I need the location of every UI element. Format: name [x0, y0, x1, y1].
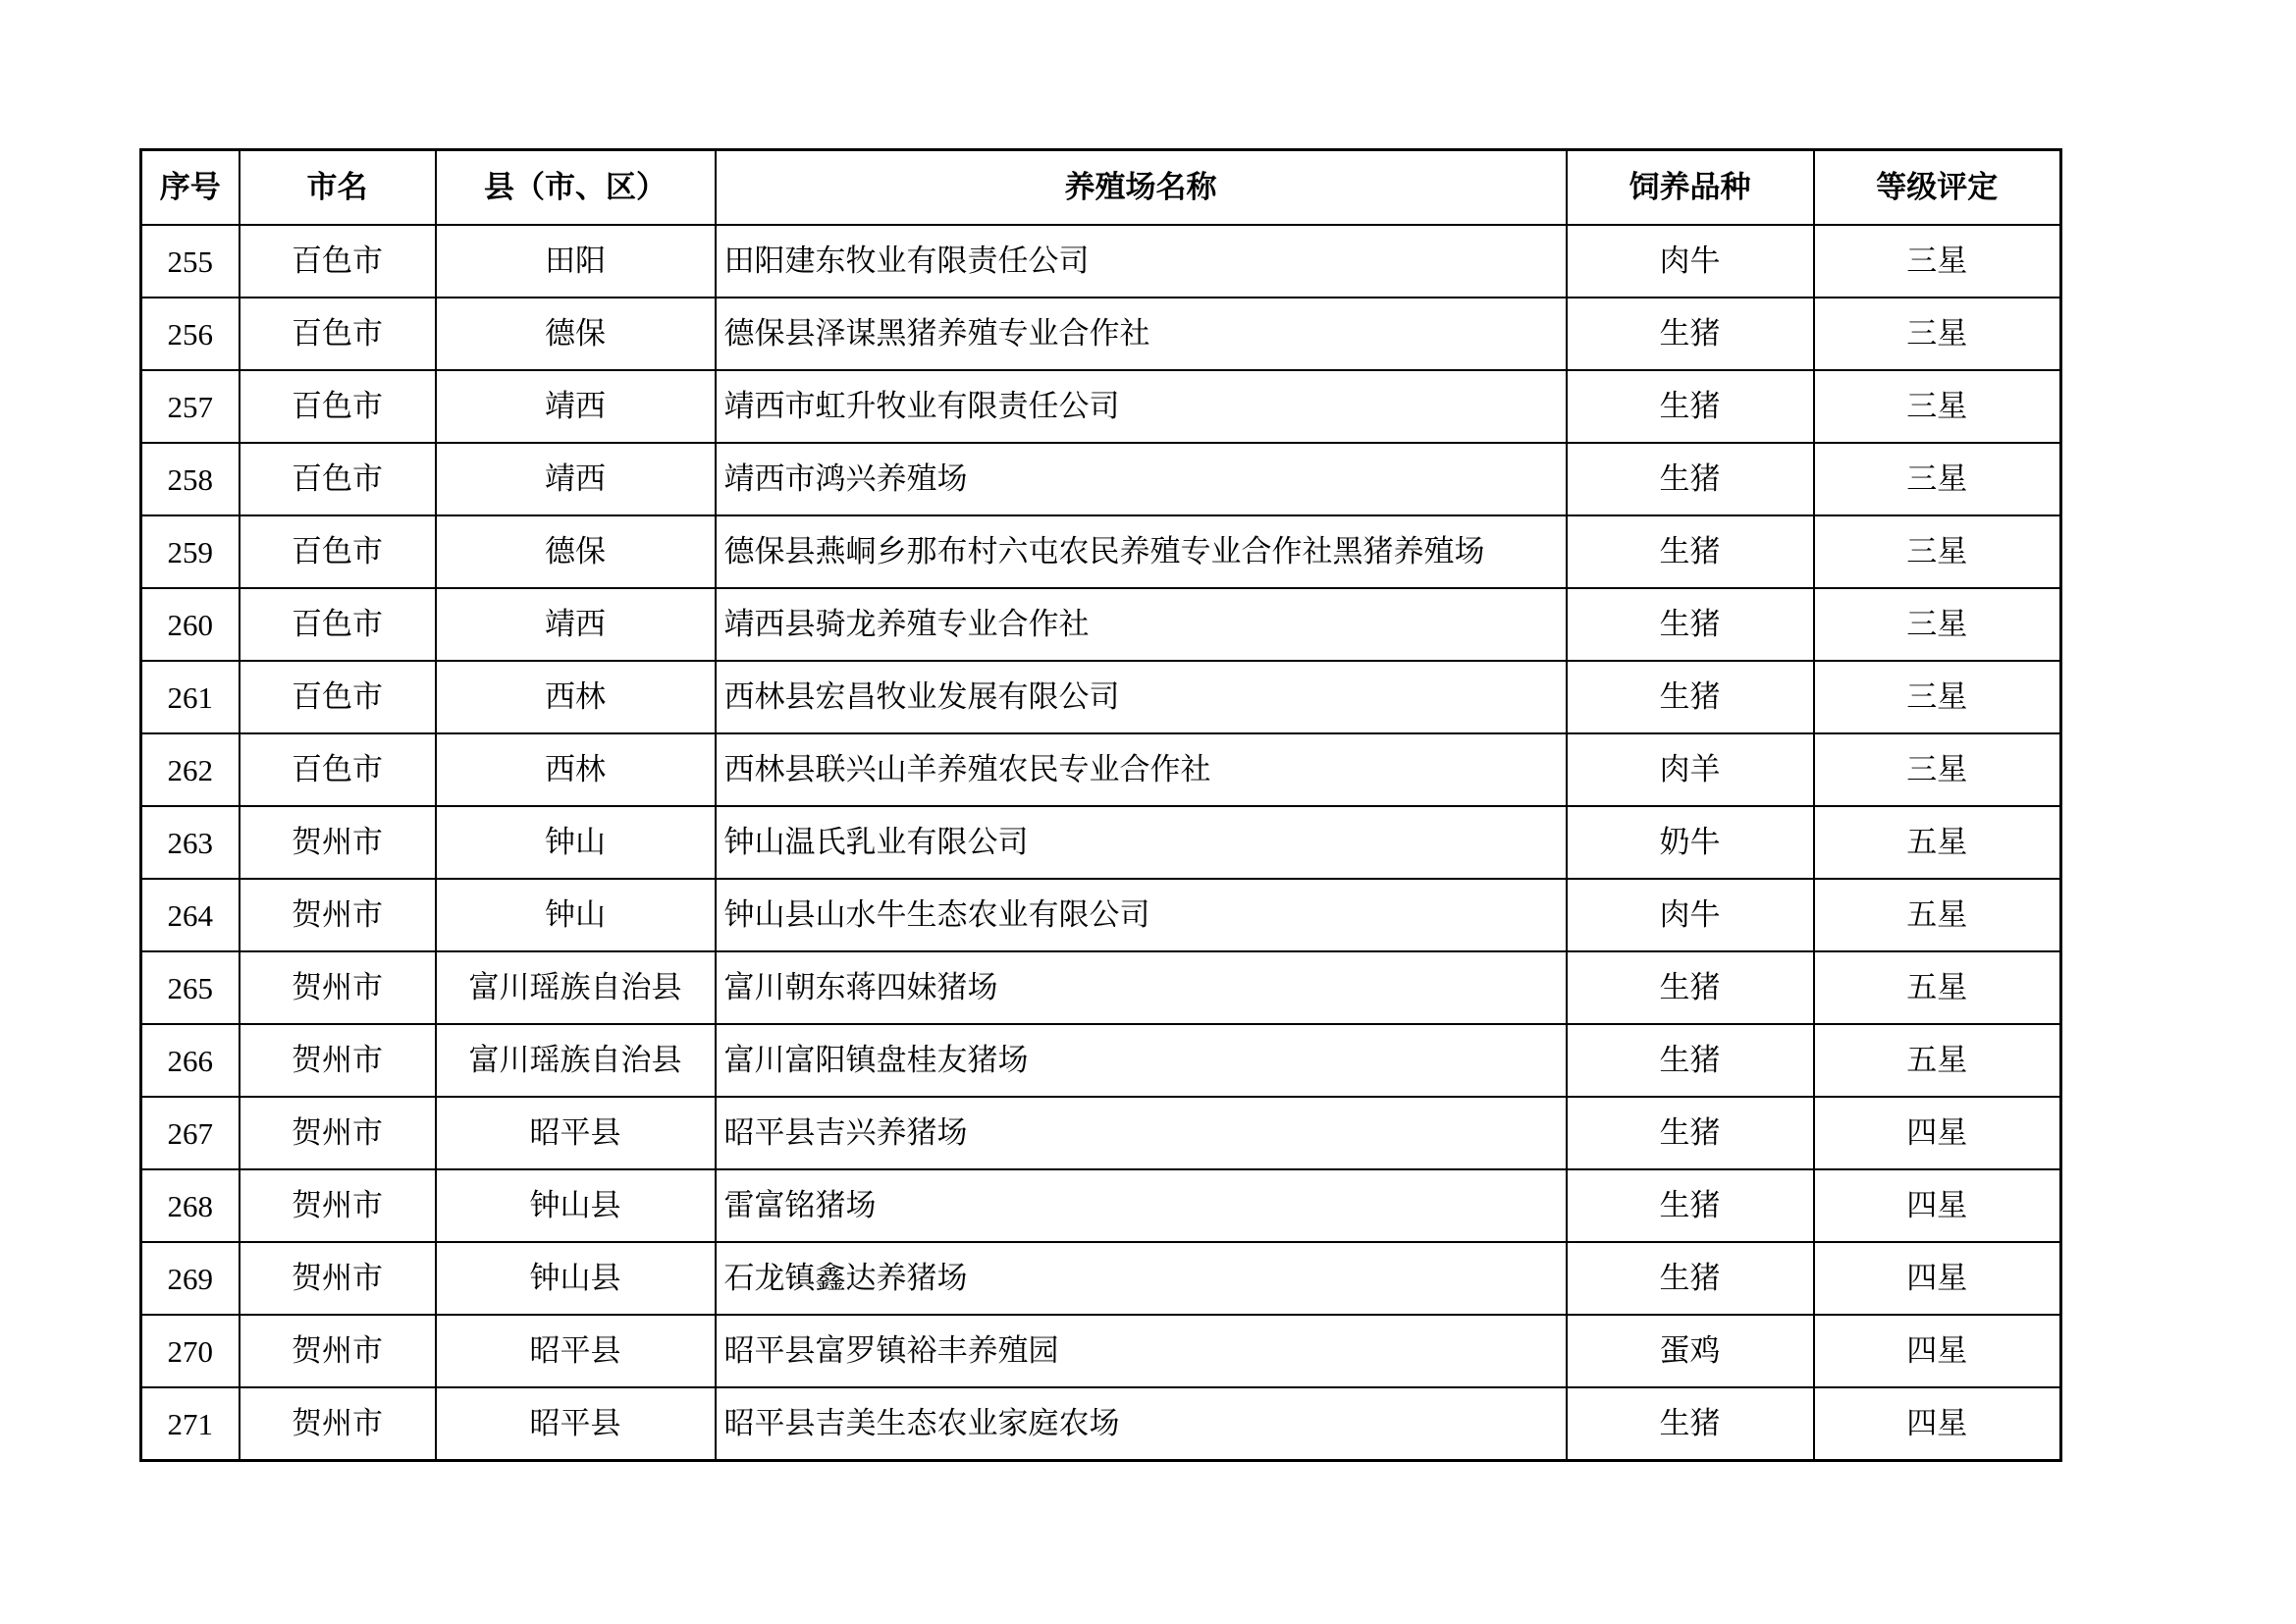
cell-farm-name: 靖西市鸿兴养殖场: [716, 443, 1567, 515]
cell-city: 贺州市: [240, 951, 436, 1024]
cell-species: 奶牛: [1567, 806, 1814, 879]
cell-county: 钟山县: [436, 1169, 716, 1242]
cell-grade: 三星: [1814, 588, 2061, 661]
cell-serial-number: 263: [141, 806, 240, 879]
cell-county: 西林: [436, 733, 716, 806]
cell-serial-number: 260: [141, 588, 240, 661]
cell-serial-number: 256: [141, 298, 240, 370]
cell-city: 百色市: [240, 661, 436, 733]
cell-city: 贺州市: [240, 806, 436, 879]
cell-grade: 三星: [1814, 298, 2061, 370]
table-row: [141, 443, 2061, 515]
cell-city: 贺州市: [240, 1024, 436, 1097]
cell-species: 生猪: [1567, 515, 1814, 588]
cell-serial-number: 269: [141, 1242, 240, 1315]
cell-grade: 五星: [1814, 806, 2061, 879]
cell-county: 钟山县: [436, 1242, 716, 1315]
cell-grade: 三星: [1814, 443, 2061, 515]
cell-county: 靖西: [436, 443, 716, 515]
cell-farm-name: 靖西县骑龙养殖专业合作社: [716, 588, 1567, 661]
cell-grade: 三星: [1814, 225, 2061, 298]
cell-county: 德保: [436, 515, 716, 588]
cell-farm-name: 钟山温氏乳业有限公司: [716, 806, 1567, 879]
table-row: [141, 225, 2061, 298]
cell-serial-number: 270: [141, 1315, 240, 1387]
cell-serial-number: 259: [141, 515, 240, 588]
cell-city: 百色市: [240, 298, 436, 370]
cell-county: 靖西: [436, 588, 716, 661]
cell-county: 富川瑶族自治县: [436, 1024, 716, 1097]
cell-city: 百色市: [240, 443, 436, 515]
cell-species: 肉羊: [1567, 733, 1814, 806]
cell-city: 贺州市: [240, 879, 436, 951]
document-page: [139, 148, 2062, 1462]
cell-grade: 四星: [1814, 1169, 2061, 1242]
cell-species: 生猪: [1567, 588, 1814, 661]
cell-county: 昭平县: [436, 1387, 716, 1461]
cell-serial-number: 266: [141, 1024, 240, 1097]
table-body: [141, 225, 2061, 1461]
cell-county: 昭平县: [436, 1315, 716, 1387]
cell-serial-number: 262: [141, 733, 240, 806]
cell-county: 钟山: [436, 806, 716, 879]
cell-species: 生猪: [1567, 951, 1814, 1024]
cell-city: 百色市: [240, 370, 436, 443]
table-row: [141, 733, 2061, 806]
table-row: [141, 1169, 2061, 1242]
cell-farm-name: 富川朝东蒋四妹猪场: [716, 951, 1567, 1024]
cell-city: 贺州市: [240, 1315, 436, 1387]
cell-species: 生猪: [1567, 1024, 1814, 1097]
table-row: [141, 1242, 2061, 1315]
cell-grade: 五星: [1814, 1024, 2061, 1097]
table-row: [141, 661, 2061, 733]
table-row: [141, 298, 2061, 370]
table-row: [141, 951, 2061, 1024]
cell-farm-name: 德保县燕峒乡那布村六屯农民养殖专业合作社黑猪养殖场: [716, 515, 1567, 588]
cell-grade: 四星: [1814, 1242, 2061, 1315]
cell-county: 田阳: [436, 225, 716, 298]
cell-grade: 三星: [1814, 370, 2061, 443]
header-farm-name: 养殖场名称: [716, 150, 1567, 226]
table-row: [141, 806, 2061, 879]
cell-grade: 三星: [1814, 515, 2061, 588]
cell-city: 百色市: [240, 515, 436, 588]
table-row: [141, 1024, 2061, 1097]
cell-city: 百色市: [240, 733, 436, 806]
header-county: 县（市、区）: [436, 150, 716, 226]
cell-species: 肉牛: [1567, 225, 1814, 298]
cell-serial-number: 264: [141, 879, 240, 951]
cell-species: 生猪: [1567, 1097, 1814, 1169]
cell-species: 生猪: [1567, 661, 1814, 733]
farm-rating-table: [139, 148, 2062, 1462]
cell-grade: 四星: [1814, 1315, 2061, 1387]
cell-farm-name: 田阳建东牧业有限责任公司: [716, 225, 1567, 298]
cell-farm-name: 雷富铭猪场: [716, 1169, 1567, 1242]
cell-farm-name: 昭平县吉美生态农业家庭农场: [716, 1387, 1567, 1461]
cell-city: 贺州市: [240, 1242, 436, 1315]
cell-farm-name: 西林县宏昌牧业发展有限公司: [716, 661, 1567, 733]
cell-city: 百色市: [240, 225, 436, 298]
cell-serial-number: 258: [141, 443, 240, 515]
cell-farm-name: 钟山县山水牛生态农业有限公司: [716, 879, 1567, 951]
cell-species: 生猪: [1567, 370, 1814, 443]
cell-species: 蛋鸡: [1567, 1315, 1814, 1387]
header-city: 市名: [240, 150, 436, 226]
cell-serial-number: 267: [141, 1097, 240, 1169]
cell-county: 靖西: [436, 370, 716, 443]
cell-county: 德保: [436, 298, 716, 370]
cell-grade: 四星: [1814, 1097, 2061, 1169]
cell-serial-number: 265: [141, 951, 240, 1024]
header-species: 饲养品种: [1567, 150, 1814, 226]
cell-city: 百色市: [240, 588, 436, 661]
table-row: [141, 370, 2061, 443]
cell-grade: 四星: [1814, 1387, 2061, 1461]
cell-farm-name: 西林县联兴山羊养殖农民专业合作社: [716, 733, 1567, 806]
cell-grade: 三星: [1814, 733, 2061, 806]
cell-farm-name: 靖西市虹升牧业有限责任公司: [716, 370, 1567, 443]
cell-serial-number: 261: [141, 661, 240, 733]
cell-farm-name: 石龙镇鑫达养猪场: [716, 1242, 1567, 1315]
cell-serial-number: 271: [141, 1387, 240, 1461]
table-row: [141, 515, 2061, 588]
cell-county: 昭平县: [436, 1097, 716, 1169]
cell-city: 贺州市: [240, 1387, 436, 1461]
cell-species: 生猪: [1567, 1387, 1814, 1461]
cell-species: 生猪: [1567, 298, 1814, 370]
table-row: [141, 1387, 2061, 1461]
cell-serial-number: 257: [141, 370, 240, 443]
header-grade: 等级评定: [1814, 150, 2061, 226]
cell-grade: 五星: [1814, 951, 2061, 1024]
table-row: [141, 588, 2061, 661]
table-header-row: [141, 150, 2061, 226]
cell-grade: 五星: [1814, 879, 2061, 951]
cell-county: 西林: [436, 661, 716, 733]
cell-serial-number: 255: [141, 225, 240, 298]
cell-farm-name: 昭平县吉兴养猪场: [716, 1097, 1567, 1169]
cell-species: 生猪: [1567, 443, 1814, 515]
header-serial-number: 序号: [141, 150, 240, 226]
table-row: [141, 1315, 2061, 1387]
table-row: [141, 1097, 2061, 1169]
cell-city: 贺州市: [240, 1097, 436, 1169]
cell-county: 富川瑶族自治县: [436, 951, 716, 1024]
cell-grade: 三星: [1814, 661, 2061, 733]
cell-farm-name: 德保县泽谋黑猪养殖专业合作社: [716, 298, 1567, 370]
cell-species: 生猪: [1567, 1242, 1814, 1315]
cell-farm-name: 昭平县富罗镇裕丰养殖园: [716, 1315, 1567, 1387]
cell-species: 肉牛: [1567, 879, 1814, 951]
cell-county: 钟山: [436, 879, 716, 951]
cell-serial-number: 268: [141, 1169, 240, 1242]
cell-city: 贺州市: [240, 1169, 436, 1242]
cell-farm-name: 富川富阳镇盘桂友猪场: [716, 1024, 1567, 1097]
table-row: [141, 879, 2061, 951]
cell-species: 生猪: [1567, 1169, 1814, 1242]
